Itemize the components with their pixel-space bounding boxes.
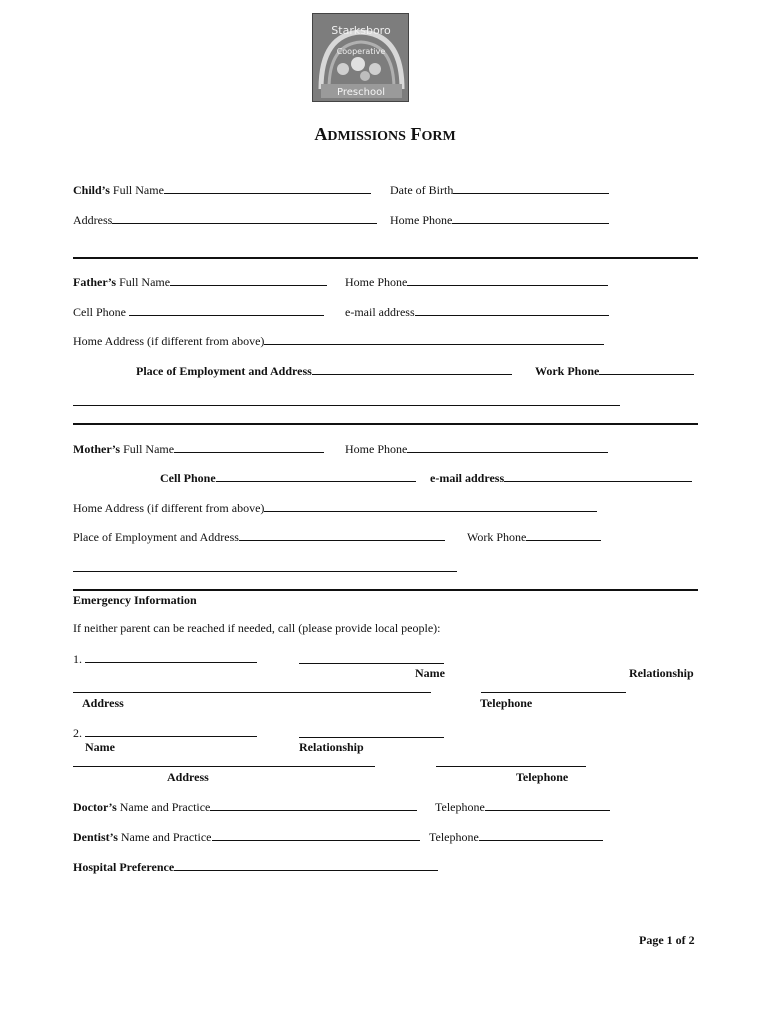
emergency-contact-1-address-line[interactable] bbox=[73, 692, 431, 693]
emergency-contact-1-telephone-label: Telephone bbox=[480, 696, 533, 710]
dentist-field[interactable]: Dentist’s Name and Practice bbox=[73, 829, 420, 844]
hospital-preference-field[interactable]: Hospital Preference bbox=[73, 859, 438, 874]
dentist-telephone-field[interactable]: Telephone bbox=[429, 829, 603, 844]
father-home-phone-field[interactable]: Home Phone bbox=[345, 274, 608, 289]
mother-work-phone-field[interactable]: Work Phone bbox=[467, 529, 601, 544]
emergency-contact-1-address-label: Address bbox=[82, 696, 124, 710]
child-home-phone-field[interactable]: Home Phone bbox=[390, 212, 609, 227]
child-name-field[interactable]: Child’s Full Name bbox=[73, 182, 371, 197]
emergency-contact-2-telephone-label: Telephone bbox=[516, 770, 569, 784]
mother-email-field[interactable]: e-mail address bbox=[430, 470, 692, 485]
father-home-address-field[interactable]: Home Address (if different from above) bbox=[73, 333, 604, 348]
section-divider bbox=[73, 423, 698, 425]
emergency-contact-1-telephone-line[interactable] bbox=[481, 692, 626, 693]
logo-text-bottom: Preschool bbox=[337, 87, 385, 98]
mother-home-address-field[interactable]: Home Address (if different from above) bbox=[73, 500, 597, 515]
preschool-logo bbox=[312, 13, 409, 102]
section-divider bbox=[73, 257, 698, 259]
emergency-contact-1-relationship-label: Relationship bbox=[629, 666, 694, 680]
emergency-contact-2-address-line[interactable] bbox=[73, 766, 375, 767]
mother-cell-field[interactable]: Cell Phone bbox=[160, 470, 416, 485]
logo-text-top: Starksboro bbox=[331, 24, 391, 37]
emergency-contact-1-name-field[interactable]: 1. bbox=[73, 651, 257, 666]
emergency-contact-1-relationship-line[interactable] bbox=[299, 663, 444, 664]
father-name-field[interactable]: Father’s Full Name bbox=[73, 274, 327, 289]
page-number: Page 1 of 2 bbox=[639, 933, 695, 947]
logo-text-mid: Cooperative bbox=[336, 47, 386, 56]
mother-name-field[interactable]: Mother’s Full Name bbox=[73, 441, 324, 456]
emergency-contact-2-name-field[interactable]: 2. bbox=[73, 725, 257, 740]
mother-employment-line[interactable] bbox=[73, 571, 457, 572]
section-divider bbox=[73, 589, 698, 591]
father-email-field[interactable]: e-mail address bbox=[345, 304, 609, 319]
child-dob-field[interactable]: Date of Birth bbox=[390, 182, 609, 197]
emergency-contact-1-name-label: Name bbox=[415, 666, 445, 680]
father-cell-field[interactable]: Cell Phone bbox=[73, 304, 324, 319]
emergency-contact-2-address-label: Address bbox=[167, 770, 209, 784]
doctor-telephone-field[interactable]: Telephone bbox=[435, 799, 610, 814]
child-address-field[interactable]: Address bbox=[73, 212, 377, 227]
emergency-contact-2-relationship-label: Relationship bbox=[299, 740, 364, 754]
emergency-contact-2-name-label: Name bbox=[85, 740, 115, 754]
father-employment-field[interactable]: Place of Employment and Address bbox=[136, 363, 512, 378]
father-employment-line[interactable] bbox=[73, 405, 620, 406]
father-work-phone-field[interactable]: Work Phone bbox=[535, 363, 694, 378]
doctor-field[interactable]: Doctor’s Name and Practice bbox=[73, 799, 417, 814]
mother-employment-field[interactable]: Place of Employment and Address bbox=[73, 529, 445, 544]
mother-home-phone-field[interactable]: Home Phone bbox=[345, 441, 608, 456]
emergency-contact-2-telephone-line[interactable] bbox=[436, 766, 586, 767]
form-title: ADMISSIONS FORM bbox=[314, 124, 456, 144]
emergency-contact-2-relationship-line[interactable] bbox=[299, 737, 444, 738]
emergency-heading: Emergency Information bbox=[73, 593, 197, 607]
emergency-instruction: If neither parent can be reached if needed, call (please provide local people): bbox=[73, 621, 441, 635]
